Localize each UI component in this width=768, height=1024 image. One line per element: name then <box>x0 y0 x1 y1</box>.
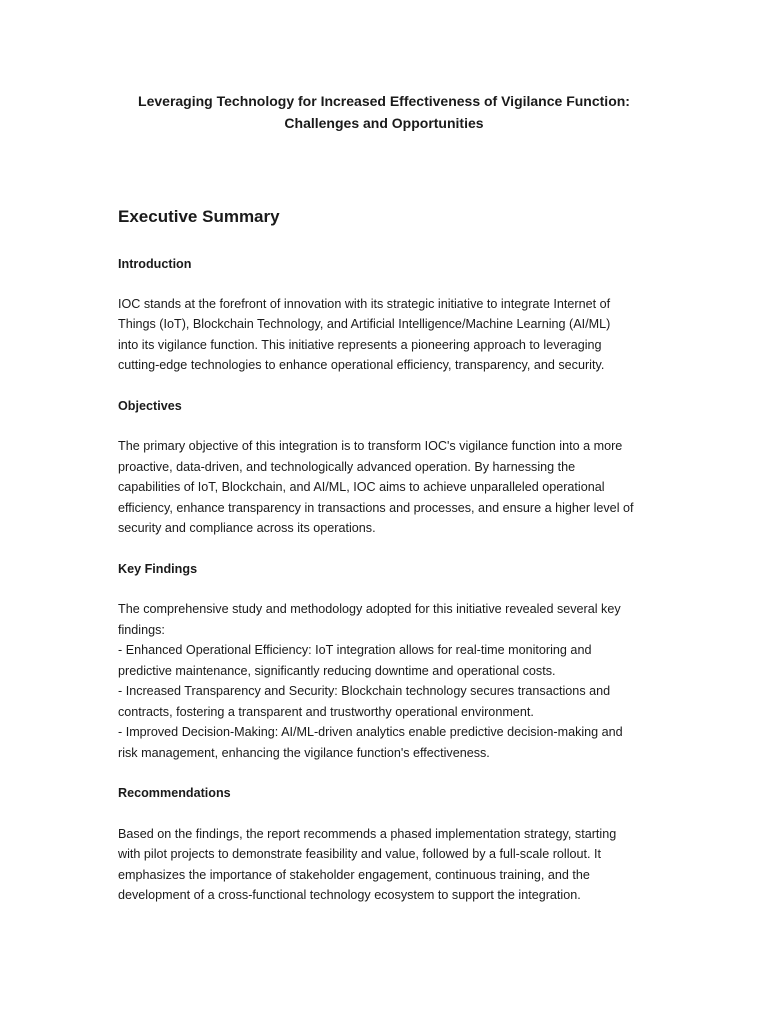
paragraph-introduction <box>118 294 658 376</box>
paragraph-objectives <box>118 436 658 539</box>
paragraph-recommendations <box>118 824 658 906</box>
paragraph-line: capabilities of IoT, Blockchain, and AI/ML, IOC aims to achieve unparalleled operational <box>118 480 605 494</box>
paragraph-line: - Increased Transparency and Security: Blockchain technology secures transactions and <box>118 684 611 698</box>
paragraph-line: with pilot projects to demonstrate feasibility and value, followed by a full-scale rollout. It <box>118 847 602 861</box>
paragraph-line: predictive maintenance, significantly reducing downtime and operational costs. <box>118 663 556 678</box>
paragraph-line: - Enhanced Operational Efficiency: IoT integration allows for real-time monitoring and <box>118 643 592 657</box>
paragraph-line: Based on the findings, the report recommends a phased implementation strategy, starting <box>118 826 617 841</box>
paragraph-line: security and compliance across its operations. <box>118 521 376 535</box>
document-title-line: Challenges and Opportunities <box>284 115 484 131</box>
subsection-heading-recommendations: Recommendations <box>118 786 231 800</box>
paragraph-line: The comprehensive study and methodology adopted for this initiative revealed several key <box>118 602 621 616</box>
paragraph-line: cutting-edge technologies to enhance operational efficiency, transparency, and security. <box>118 358 605 372</box>
paragraph-line: efficiency, enhance transparency in transactions and processes, and ensure a higher level of <box>118 500 634 515</box>
paragraph-line: - Improved Decision-Making: AI/ML-driven analytics enable predictive decision-making and <box>118 725 623 739</box>
document-title <box>100 90 668 134</box>
subsection-heading-key-findings: Key Findings <box>118 561 198 576</box>
paragraph-key-findings <box>118 599 658 763</box>
document-body <box>118 205 658 906</box>
subsection-heading-objectives: Objectives <box>118 398 182 413</box>
document-title-line: Leveraging Technology for Increased Effectiveness of Vigilance Function: <box>138 93 630 109</box>
section-heading-executive-summary: Executive Summary <box>118 207 280 226</box>
paragraph-line: contracts, fostering a transparent and trustworthy operational environment. <box>118 704 534 719</box>
paragraph-line: development of a cross-functional technology ecosystem to support the integration. <box>118 888 581 902</box>
paragraph-line: emphasizes the importance of stakeholder engagement, continuous training, and the <box>118 867 590 882</box>
subsection-heading-introduction: Introduction <box>118 257 192 271</box>
paragraph-line: Things (IoT), Blockchain Technology, and Artificial Intelligence/Machine Learning (AI/ML) <box>118 317 611 331</box>
paragraph-line: proactive, data-driven, and technologically advanced operation. By harnessing the <box>118 459 576 474</box>
paragraph-line: into its vigilance function. This initiative represents a pioneering approach to leveraging <box>118 337 602 352</box>
paragraph-line: IOC stands at the forefront of innovation with its strategic initiative to integrate Internet of <box>118 296 611 311</box>
paragraph-line: risk management, enhancing the vigilance function's effectiveness. <box>118 745 490 760</box>
paragraph-line: findings: <box>118 622 165 637</box>
paragraph-line: The primary objective of this integration is to transform IOC's vigilance function into a more <box>118 439 623 453</box>
